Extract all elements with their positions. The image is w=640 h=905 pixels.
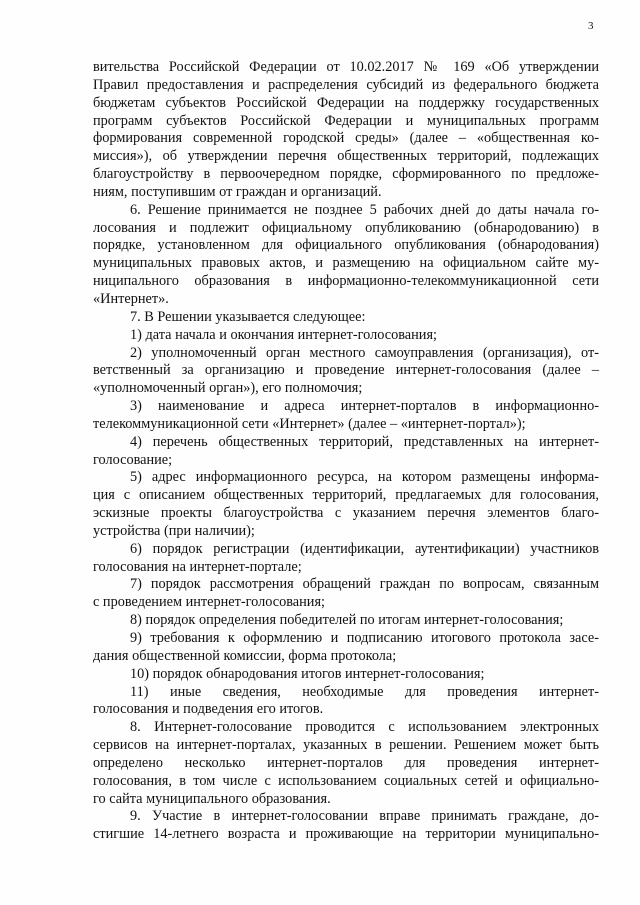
text-line: 4) перечень общественных территорий, представленных на интернет- [130, 433, 599, 450]
text-line: благоустройству в первоочередном порядке, сформированного по предложе- [93, 166, 599, 183]
document-body [93, 59, 599, 844]
text-line: лосования и подлежит официальному опубликованию (обнародованию) в [93, 219, 599, 236]
text-line: 1) дата начала и окончания интернет-голосования; [130, 326, 438, 343]
text-line: 5) адрес информационного ресурса, на котором размещены информа- [130, 469, 599, 486]
text-line: ниям, поступившим от граждан и организаций. [93, 183, 382, 200]
text-line: ветственный за организацию и проведение интернет-голосования (далее – [93, 362, 599, 379]
text-line: формирования современной городской среды» (далее – «общественная ко- [93, 130, 599, 147]
text-line: Правил предоставления и распределения субсидий из федерального бюджета [93, 76, 599, 93]
text-line: голосования и подведения его итогов. [93, 701, 324, 718]
text-line: «уполномоченный орган»), его полномочия; [93, 380, 363, 397]
text-line: эскизные проекты благоустройства с указанием перечня элементов благо- [93, 505, 599, 522]
text-line: порядке, установленном для официального опубликования (обнародования) [93, 237, 599, 254]
text-line: 6. Решение принимается не позднее 5 рабочих дней до даты начала го- [130, 201, 599, 218]
text-line: 11) иные сведения, необходимые для проведения интернет- [130, 683, 599, 700]
text-line: муниципальных правовых актов, и размещению на официальном сайте му- [93, 255, 599, 272]
text-line: голосование; [93, 451, 173, 468]
text-line: 9. Участие в интернет-голосовании вправе принимать граждане, до- [130, 808, 599, 825]
text-line: вительства Российской Федерации от 10.02.2017 № 169 «Об утверждении [93, 59, 599, 75]
text-line: 7) порядок рассмотрения обращений граждан по вопросам, связанным [130, 576, 599, 593]
text-line: голосования на интернет-портале; [93, 558, 302, 575]
text-line: ция с описанием общественных территорий, предлагаемых для голосования, [93, 487, 599, 504]
text-line: бюджетам субъектов Российской Федерации на поддержку государственных [93, 94, 599, 111]
text-line: телекоммуникационной сети «Интернет» (далее – «интернет-портал»); [93, 415, 526, 432]
text-line: 6) порядок регистрации (идентификации, аутентификации) участников [130, 540, 599, 557]
text-line: сервисов на интернет-порталах, указанных в решении. Решением может быть [93, 737, 599, 754]
text-line: голосования, в том числе с использованием социальных сетей и официально- [93, 772, 599, 789]
text-line: 9) требования к оформлению и подписанию итогового протокола засе- [130, 630, 599, 646]
text-line: 10) порядок обнародования итогов интернет-голосования; [130, 665, 485, 682]
text-line: программ субъектов Российской Федерации и муниципальных программ [93, 112, 599, 129]
text-line: 8. Интернет-голосование проводится с использованием электронных [130, 719, 599, 736]
text-line: дания общественной комиссии, форма протокола; [93, 647, 397, 664]
text-line: го сайта муниципального образования. [93, 790, 331, 807]
text-line: устройства (при наличии); [93, 522, 255, 539]
text-line: с проведением интернет-голосования; [93, 594, 325, 611]
text-line: 2) уполномоченный орган местного самоуправления (организация), от- [130, 344, 599, 361]
page-number: 3 [588, 20, 594, 32]
text-line: 7. В Решении указывается следующее: [130, 308, 366, 325]
text-line: ниципального образования в информационно-телекоммуникационной сети [93, 273, 599, 290]
text-line: «Интернет». [93, 290, 169, 307]
text-line: определено несколько интернет-порталов для проведения интернет- [93, 754, 599, 771]
text-line: миссия»), об утверждении перечня общественных территорий, подлежащих [93, 148, 599, 165]
text-line: 8) порядок определения победителей по итогам интернет-голосования; [130, 612, 564, 629]
text-line: 3) наименование и адреса интернет-порталов в информационно- [130, 398, 599, 415]
text-line: стигшие 14-летнего возраста и проживающие на территории муниципально- [93, 826, 599, 843]
